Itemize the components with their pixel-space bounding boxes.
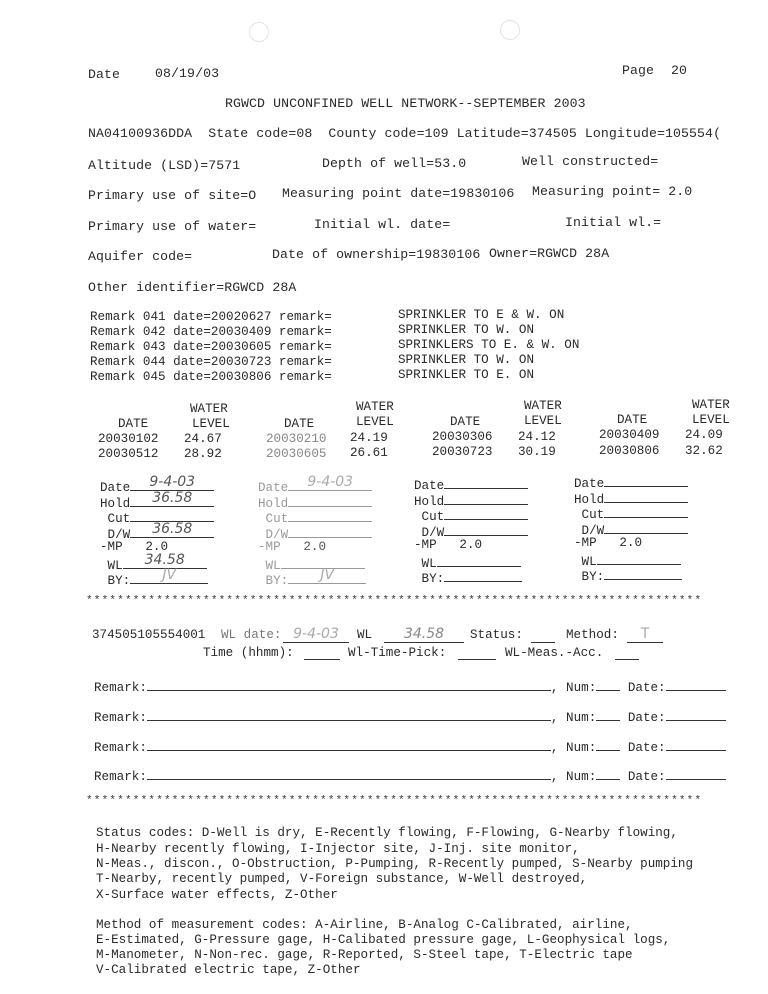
num-label: Num: [566, 711, 597, 725]
card-mp-label: -MP [574, 536, 597, 550]
table-cell-date: 20030210 [266, 432, 327, 446]
card-mp-value: 2.0 [459, 538, 483, 552]
card-cut-label: Cut [100, 512, 131, 526]
wl-value-field[interactable]: 34.58 [384, 628, 464, 643]
num-label: Num: [566, 770, 597, 784]
card-wl-value[interactable]: 34.58 [144, 551, 185, 568]
card-hold-value[interactable]: 36.58 [152, 489, 193, 506]
col-header-date: DATE [617, 413, 648, 427]
method-codes-line: Method of measurement codes: A-Airline, B-Analog C-Calibrated, airline, [96, 918, 633, 932]
remark-entry-row: Remark: , Num: Date: [94, 708, 726, 725]
method-label: Method: [566, 628, 619, 642]
method-codes-line: M-Manometer, N-Non-rec. gage, R-Reported, S-Steel tape, T-Electric tape [96, 948, 633, 962]
date-label: Date: [627, 711, 666, 725]
table-cell-date: 20030723 [432, 445, 493, 459]
primary-use-water: Primary use of water= [88, 219, 257, 234]
remark-entry-label: Remark: [94, 741, 147, 755]
punch-hole-left [249, 22, 269, 42]
well-constructed: Well constructed= [522, 154, 659, 169]
remark-entry-row: Remark: , Num: Date: [94, 678, 726, 695]
card-dw-value[interactable]: 36.58 [152, 520, 193, 537]
wl-label: WL [357, 628, 373, 642]
card-wl-label: WL [414, 556, 437, 571]
num-label: Num: [566, 681, 597, 695]
card-by-label: BY: [258, 574, 289, 588]
card-date-label: Date [258, 481, 289, 495]
table-cell-level: 24.19 [350, 431, 388, 445]
site-id-line: NA04100936DDA State code=08 County code=109 Latitude=374505 Longitude=105554( [88, 126, 722, 141]
card-mp-label: -MP [258, 540, 281, 554]
date-field[interactable] [666, 708, 726, 721]
col-header-date: DATE [118, 417, 149, 431]
card-date-label: Date [574, 477, 605, 491]
measurement-card-2 [258, 474, 372, 588]
table-cell-level: 24.12 [518, 430, 556, 444]
remark-entry-row: Remark: , Num: Date: [94, 738, 726, 755]
card-date-label: Date [100, 481, 131, 495]
remark-label: Remark 042 date=20030409 remark= [90, 325, 332, 339]
separator-stars: ******************************************************************************* [86, 595, 703, 607]
col-header-level: LEVEL [192, 417, 230, 431]
depth-of-well: Depth of well=53.0 [322, 156, 467, 171]
time-pick-field[interactable] [458, 646, 496, 660]
num-field[interactable] [596, 738, 620, 751]
measuring-point: Measuring point= 2.0 [532, 184, 693, 199]
card-wl-label: WL [574, 554, 597, 569]
col-header-water: WATER [356, 400, 394, 414]
card-mp-value: 2.0 [145, 540, 169, 554]
col-header-level: LEVEL [524, 414, 562, 428]
measurement-card-4 [574, 474, 688, 583]
card-by-label: BY: [574, 570, 605, 584]
date-label: Date: [627, 681, 666, 695]
remark-text: SPRINKLERS TO E. & W. ON [398, 338, 580, 352]
table-cell-date: 20030512 [98, 447, 159, 461]
method-codes-line: E-Estimated, G-Pressure gage, H-Calibated pressure gage, L-Geophysical logs, [96, 933, 671, 947]
remark-label: Remark 041 date=20020627 remark= [90, 310, 332, 324]
remark-text: SPRINKLER TO E & W. ON [398, 308, 565, 322]
document-title: RGWCD UNCONFINED WELL NETWORK--SEPTEMBER 2003 [225, 96, 586, 111]
card-date-label: Date [414, 479, 445, 493]
initial-wl-date: Initial wl. date= [314, 217, 451, 232]
time-label: Time (hhmm): [203, 646, 294, 660]
table-cell-date: 20030102 [98, 432, 159, 446]
card-cut-label: Cut [414, 510, 445, 524]
card-dw-label: D/W [414, 525, 445, 540]
altitude: Altitude (LSD)=7571 [88, 158, 241, 173]
status-codes-line: X-Surface water effects, Z-Other [96, 888, 338, 902]
remark-label: Remark 044 date=20030723 remark= [90, 355, 332, 369]
measuring-point-date: Measuring point date=19830106 [282, 186, 515, 201]
status-codes-line: T-Nearby, recently pumped, V-Foreign substance, W-Well destroyed, [96, 872, 588, 886]
card-cut-label: Cut [258, 512, 289, 526]
remark-label: Remark 043 date=20030605 remark= [90, 340, 332, 354]
card-dw-label: D/W [100, 527, 131, 542]
col-header-level: LEVEL [692, 413, 730, 427]
owner: Owner=RGWCD 28A [489, 246, 610, 261]
header-date-value: 08/19/03 [155, 66, 220, 81]
card-hold-label: Hold [100, 496, 131, 511]
table-cell-date: 20030409 [599, 428, 660, 442]
remark-entry-field[interactable] [147, 767, 551, 780]
wl-date-label: WL date: [221, 628, 282, 642]
wl-date-field[interactable]: 9-4-03 [283, 628, 349, 643]
card-wl-label: WL [258, 558, 281, 573]
remark-entry-field[interactable] [147, 708, 551, 721]
card-dw-label: D/W [258, 527, 289, 542]
card-mp-value: 2.0 [303, 540, 327, 554]
initial-wl: Initial wl.= [565, 215, 662, 230]
card-by-label: BY: [414, 572, 445, 586]
table-cell-date: 20030806 [599, 444, 660, 458]
card-date-value[interactable]: 9-4-03 [307, 474, 354, 490]
status-codes-line: H-Nearby recently flowing, I-Injector site, J-Inj. site monitor, [96, 842, 580, 856]
table-cell-level: 30.19 [518, 445, 556, 459]
col-header-level: LEVEL [356, 415, 394, 429]
meas-acc-field[interactable] [615, 646, 639, 660]
measurement-card-3 [414, 476, 528, 585]
status-codes-line: Status codes: D-Well is dry, E-Recently flowing, F-Flowing, G-Nearby flowing, [96, 826, 678, 840]
other-identifier: Other identifier=RGWCD 28A [88, 280, 297, 295]
time-field[interactable] [304, 646, 340, 660]
card-by-initials[interactable]: JV [162, 567, 177, 583]
col-header-water: WATER [524, 399, 562, 413]
remark-text: SPRINKLER TO E. ON [398, 368, 535, 382]
aquifer-code: Aquifer code= [88, 249, 193, 264]
card-cut-label: Cut [574, 508, 605, 522]
num-field[interactable] [596, 678, 620, 691]
remark-entry-field[interactable] [147, 738, 551, 751]
punch-hole-right [500, 20, 520, 40]
date-field[interactable] [666, 678, 726, 691]
table-cell-level: 26.61 [350, 446, 388, 460]
page-label: Page [622, 63, 655, 78]
num-field[interactable] [596, 767, 620, 780]
table-cell-level: 24.67 [184, 432, 222, 446]
card-hold-label: Hold [574, 492, 605, 507]
date-label: Date: [627, 741, 666, 755]
card-mp-label: -MP [414, 538, 437, 552]
num-label: Num: [566, 741, 597, 755]
header-date-label: Date [88, 67, 121, 82]
remark-entry-label: Remark: [94, 770, 147, 784]
card-mp-value: 2.0 [619, 536, 643, 550]
table-cell-level: 24.09 [685, 428, 723, 442]
card-mp-label: -MP [100, 540, 123, 554]
date-field[interactable] [666, 738, 726, 751]
date-label: Date: [627, 770, 666, 784]
remark-text: SPRINKLER TO W. ON [398, 353, 535, 367]
card-by-label: BY: [100, 574, 131, 588]
status-field[interactable] [531, 628, 555, 643]
card-hold-label: Hold [414, 494, 445, 509]
num-field[interactable] [596, 708, 620, 721]
remark-text: SPRINKLER TO W. ON [398, 323, 535, 337]
remark-entry-row: Remark: , Num: Date: [94, 767, 726, 784]
status-codes-line: N-Meas., discon., O-Obstruction, P-Pumping, R-Recently pumped, S-Nearby pumping [96, 857, 694, 871]
col-header-water: WATER [190, 402, 228, 416]
table-cell-date: 20030306 [432, 430, 493, 444]
table-cell-level: 32.62 [685, 444, 723, 458]
time-pick-label: Wl-Time-Pick: [348, 646, 447, 660]
status-label: Status: [470, 628, 523, 642]
card-wl-label: WL [100, 558, 123, 573]
table-cell-level: 28.92 [184, 447, 222, 461]
table-cell-date: 20030605 [266, 447, 327, 461]
col-header-date: DATE [450, 415, 481, 429]
date-of-ownership: Date of ownership=19830106 [272, 247, 481, 262]
remark-entry-label: Remark: [94, 711, 147, 725]
meas-acc-label: WL-Meas.-Acc. [505, 646, 604, 660]
remark-entry-field[interactable] [147, 678, 551, 691]
remark-entry-label: Remark: [94, 681, 147, 695]
primary-use-site: Primary use of site=O [88, 188, 257, 203]
col-header-date: DATE [284, 417, 315, 431]
separator-stars: ******************************************************************************* [86, 795, 703, 807]
date-field[interactable] [666, 767, 726, 780]
card-dw-label: D/W [574, 523, 605, 538]
method-codes-line: V-Calibrated electric tape, Z-Other [96, 963, 361, 977]
card-by-initials[interactable]: JV [320, 567, 335, 583]
method-field[interactable]: T [627, 628, 663, 643]
card-date-value[interactable]: 9-4-03 [149, 474, 196, 490]
page-number: 20 [671, 63, 688, 78]
card-hold-label: Hold [258, 496, 289, 511]
measurement-card-1 [100, 474, 214, 588]
remark-label: Remark 045 date=20030806 remark= [90, 370, 332, 384]
site-number: 374505105554001 [92, 628, 206, 642]
col-header-water: WATER [692, 398, 730, 412]
